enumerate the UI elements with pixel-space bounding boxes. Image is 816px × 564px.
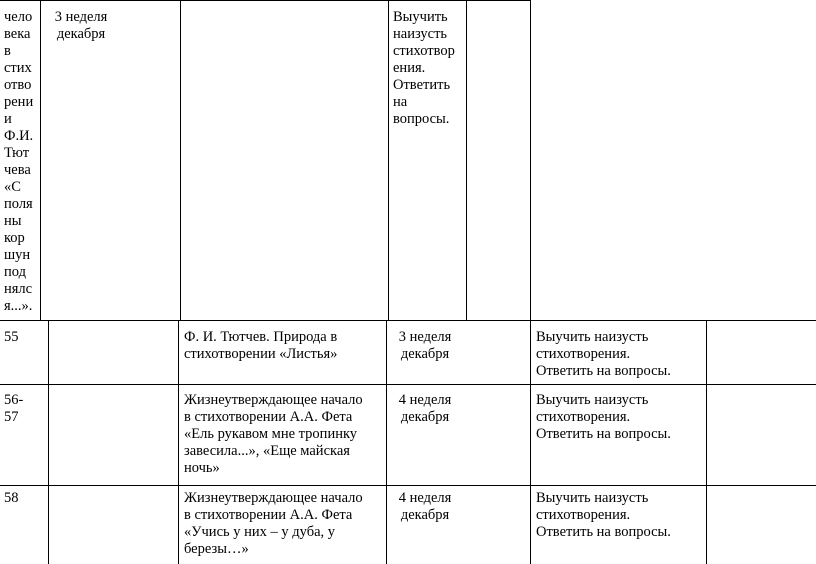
row-homework: Выучить наизусть стихотворения. Ответить на вопросы.: [536, 329, 671, 379]
grid-line-top-col2: [180, 0, 181, 321]
grid-line-bottom-col4: [530, 320, 531, 564]
row-number: 58: [4, 490, 19, 506]
row-date: 3 неделя декабря: [398, 329, 452, 362]
row-number: 55: [4, 329, 19, 345]
grid-line-bottom-col5: [706, 320, 707, 564]
grid-line-bottom-col2: [178, 320, 179, 564]
top-homework: Выучить наизусть стихотвор ения. Ответить на вопросы.: [393, 9, 455, 127]
grid-line-row-56-top: [0, 384, 816, 385]
grid-line-row-58-top: [0, 485, 816, 486]
grid-line-bottom-col1: [48, 320, 49, 564]
grid-line-top-col5: [530, 0, 531, 321]
row-topic: Жизнеутверждающее начало в стихотворении А.А. Фета «Учись у них – у дуба, у березы…»: [184, 490, 363, 557]
row-date: 4 неделя декабря: [398, 392, 452, 425]
grid-line-top-col1: [40, 0, 41, 321]
grid-line-top-col3: [388, 0, 389, 321]
row-homework: Выучить наизусть стихотворения. Ответить на вопросы.: [536, 490, 671, 540]
grid-line-top: [0, 0, 530, 1]
grid-line-top-col4: [466, 0, 467, 321]
row-date: 4 неделя декабря: [398, 490, 452, 523]
row-topic: Жизнеутверждающее начало в стихотворении А.А. Фета «Ель рукавом мне тропинку завесила...», «Еще майская ночь»: [184, 392, 363, 476]
row-homework: Выучить наизусть стихотворения. Ответить на вопросы.: [536, 392, 671, 442]
top-date: 3 неделя декабря: [54, 9, 108, 42]
grid-line-row-55-top: [0, 320, 816, 321]
top-topic-fragment: чело века в стих отво рени и Ф.И. Тют чева «С поля ны кор шун под нялс я...».: [4, 9, 34, 314]
row-topic: Ф. И. Тютчев. Природа в стихотворении «Листья»: [184, 329, 338, 362]
row-number: 56- 57: [4, 392, 24, 425]
